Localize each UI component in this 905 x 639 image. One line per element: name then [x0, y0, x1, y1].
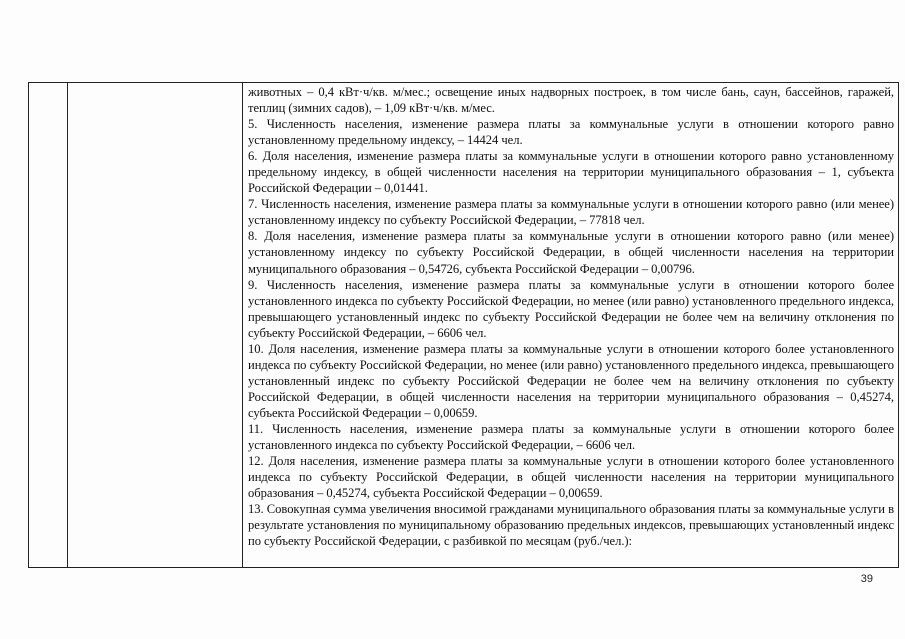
paragraph-item-5: 5. Численность населения, изменение размера платы за коммунальные услуги в отношении которого равно установленному предельному индексу, – 14424 чел.: [248, 117, 894, 148]
content-column-cell: [243, 83, 899, 568]
paragraph-item-8: 8. Доля населения, изменение размера платы за коммунальные услуги в отношении которого равно (или менее) установленному индексу по субъекту Российской Федерации, в общей численности населения на территории муниципального образования – 0,54726, субъекта Российской Федерации – 0,00796.: [248, 229, 894, 276]
number-column-cell: [29, 83, 68, 568]
document-table: [28, 82, 899, 568]
paragraph-item-11: 11. Численность населения, изменение размера платы за коммунальные услуги в отношении которого более установленного индекса по субъекту Российской Федерации, – 6606 чел.: [248, 421, 894, 453]
table-row: [29, 83, 899, 568]
paragraph-continuation: животных – 0,4 кВт·ч/кв. м/мес.; освещение иных надворных построек, в том числе бань, саун, бассейнов, гаражей, теплиц (зимних садов), – 1,09 кВт·ч/кв. м/мес.: [248, 85, 894, 116]
paragraph-item-7: 7. Численность населения, изменение размера платы за коммунальные услуги в отношении которого равно (или менее) установленному индексу по субъекту Российской Федерации, – 77818 чел.: [248, 197, 894, 228]
paragraph-item-9: 9. Численность населения, изменение размера платы за коммунальные услуги в отношении которого более установленного индекса по субъекту Российской Федерации, но менее (или равно) установленного предельного индекса, превышающего установленный индекс по субъекту Российской Федерации не более чем на величину отклонения по субъекту Российской Федерации, – 6606 чел.: [248, 277, 894, 340]
paragraph-item-6: 6. Доля населения, изменение размера платы за коммунальные услуги в отношении которого равно установленному предельному индексу, в общей численности населения на территории муниципального образования – 1, субъекта Российской Федерации – 0,01441.: [248, 149, 894, 196]
paragraph-item-10: 10. Доля населения, изменение размера платы за коммунальные услуги в отношении которого более установленного индекса по субъекту Российской Федерации, но менее (или равно) установленного предельного индекса, превышающего установленный индекс по субъекту Российской Федерации не более чем на величину отклонения по субъекту Российской Федерации, в общей численности населения на территории муниципального образования – 0,45274, субъекта Российской Федерации – 0,00659.: [248, 341, 894, 420]
title-column-cell: [68, 83, 243, 568]
paragraph-item-12: 12. Доля населения, изменение размера платы за коммунальные услуги в отношении которого более установленного индекса по субъекту Российской Федерации, в общей численности населения на территории муниципального образования – 0,45274, субъекта Российской Федерации – 0,00659.: [248, 454, 894, 501]
page-number: 39: [860, 573, 873, 585]
paragraph-item-13: 13. Совокупная сумма увеличения вносимой гражданами муниципального образования платы за коммунальные услуги в результате установления по муниципальному образованию предельных индексов, превышающих установленный индекс по субъекту Российской Федерации, с разбивкой по месяцам (руб./чел.):: [248, 502, 894, 549]
